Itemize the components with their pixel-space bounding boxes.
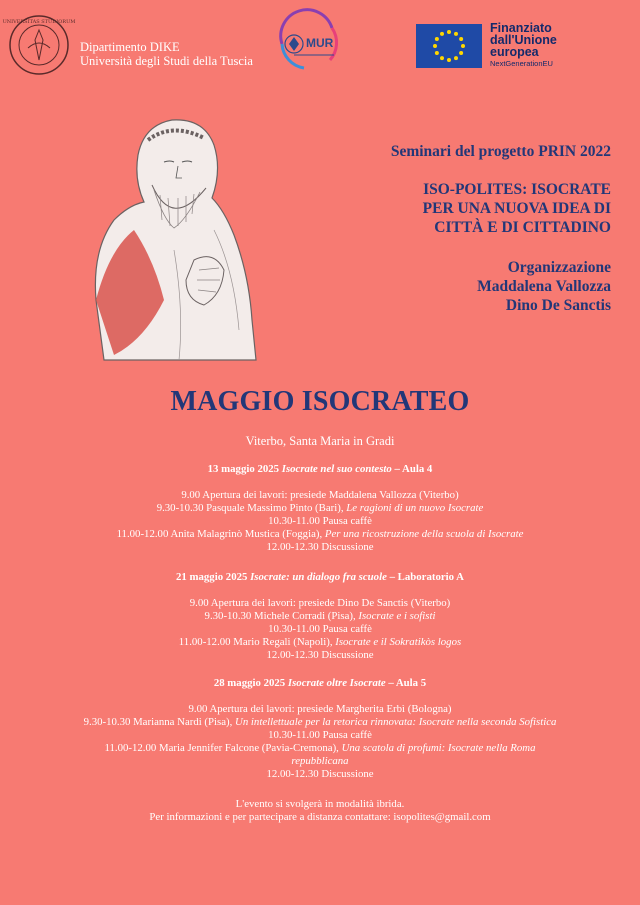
session-place: – Aula 5 xyxy=(388,677,427,689)
session-heading xyxy=(0,463,640,476)
mur-logo xyxy=(268,14,352,72)
eu-star-icon xyxy=(435,37,439,41)
eu-funding-logo xyxy=(416,22,574,72)
eu-star-icon xyxy=(461,44,465,48)
program-item: 11.00-12.00 Anita Malagrinò Mustica (Foggia), Per una ricostruzione della scuola di Isocrate xyxy=(116,528,524,540)
program-item: 10.30-11.00 Pausa caffè xyxy=(268,623,372,635)
university-seal-logo xyxy=(2,14,76,76)
session-heading xyxy=(0,677,640,690)
organizer-name: Maddalena Vallozza xyxy=(477,278,611,295)
eu-star-icon xyxy=(447,30,451,34)
eu-line-2: dall'Unione xyxy=(490,33,557,47)
session-place: – Aula 4 xyxy=(394,463,433,475)
project-title xyxy=(423,180,611,237)
department-line: Dipartimento DIKE xyxy=(80,40,180,54)
project-title-line: ISO-POLITES: ISOCRATE xyxy=(423,181,611,198)
program-item: 9.30-10.30 Marianna Nardi (Pisa), Un intellettuale per la retorica rinnovata: Isocrate nella seconda Sofistica xyxy=(83,716,557,728)
eu-star-icon xyxy=(454,56,458,60)
eu-star-icon xyxy=(440,32,444,36)
program-item: 12.00-12.30 Discussione xyxy=(266,768,374,780)
program-item: 11.00-12.00 Mario Regali (Napoli), Isocrate e il Sokratikòs logos xyxy=(178,636,462,648)
project-title-line: CITTÀ E DI CITTADINO xyxy=(434,219,611,236)
program-item: 11.00-12.00 Maria Jennifer Falcone (Pavia-Cremona), Una scatola di profumi: Isocrate nella Roma xyxy=(104,742,536,754)
series-title: Seminari del progetto PRIN 2022 xyxy=(390,143,611,160)
session-date: 13 maggio 2025 xyxy=(207,463,280,475)
eu-star-icon xyxy=(454,32,458,36)
session-program xyxy=(0,597,640,662)
isocrates-bust-illustration xyxy=(74,110,269,360)
session-program xyxy=(0,489,640,554)
session-date: 28 maggio 2025 xyxy=(213,677,286,689)
footer xyxy=(0,798,640,824)
organizers-label: Organizzazione xyxy=(507,259,611,276)
eu-star-icon xyxy=(433,44,437,48)
program-item: repubblicana xyxy=(291,755,349,767)
eu-line-4: NextGenerationEU xyxy=(490,59,553,68)
eu-line-1: Finanziato xyxy=(490,21,552,35)
program-item: 9.00 Apertura dei lavori: presiede Maddalena Vallozza (Viterbo) xyxy=(181,489,459,501)
hybrid-note: L'evento si svolgerà in modalità ibrida. xyxy=(235,798,405,810)
main-title: MAGGIO ISOCRATEO xyxy=(170,386,470,417)
eu-star-icon xyxy=(440,56,444,60)
program-item: 9.00 Apertura dei lavori: presiede Dino De Sanctis (Viterbo) xyxy=(189,597,451,609)
program-item: 9.00 Apertura dei lavori: presiede Margherita Erbì (Bologna) xyxy=(188,703,452,715)
eu-flag-icon xyxy=(416,24,482,68)
program-item: 12.00-12.30 Discussione xyxy=(266,541,374,553)
session-place: – Laboratorio A xyxy=(389,571,464,583)
project-title-line: PER UNA NUOVA IDEA DI xyxy=(422,200,611,217)
session-theme: Isocrate: un dialogo fra scuole xyxy=(250,571,387,583)
program-item: 10.30-11.00 Pausa caffè xyxy=(268,729,372,741)
eu-star-icon xyxy=(447,58,451,62)
session-theme: Isocrate nel suo contesto xyxy=(281,463,392,475)
eu-star-icon xyxy=(459,37,463,41)
university-line: Università degli Studi della Tuscia xyxy=(80,54,253,68)
session-heading xyxy=(0,571,640,584)
session-date: 21 maggio 2025 xyxy=(176,571,248,583)
organizer-name: Dino De Sanctis xyxy=(505,297,611,314)
eu-star-icon xyxy=(435,51,439,55)
venue: Viterbo, Santa Maria in Gradi xyxy=(245,434,395,448)
session-theme: Isocrate oltre Isocrate xyxy=(287,677,386,689)
eu-star-icon xyxy=(459,51,463,55)
svg-text:MUR: MUR xyxy=(306,36,334,50)
svg-text:UNIVERSITAS STUDIORUM: UNIVERSITAS STUDIORUM xyxy=(2,19,76,25)
program-item: 9.30-10.30 Pasquale Massimo Pinto (Bari), Le ragioni di un nuovo Isocrate xyxy=(156,502,484,514)
eu-line-3: europea xyxy=(490,45,539,59)
contact-info: Per informazioni e per partecipare a distanza contattare: isopolites@gmail.com xyxy=(149,811,491,823)
program-item: 10.30-11.00 Pausa caffè xyxy=(268,515,372,527)
department-name xyxy=(80,40,253,68)
session-program xyxy=(0,703,640,781)
organizers-block xyxy=(477,258,611,315)
program-item: 9.30-10.30 Michele Corradi (Pisa), Isocrate e i sofisti xyxy=(204,610,436,622)
program-item: 12.00-12.30 Discussione xyxy=(266,649,374,661)
